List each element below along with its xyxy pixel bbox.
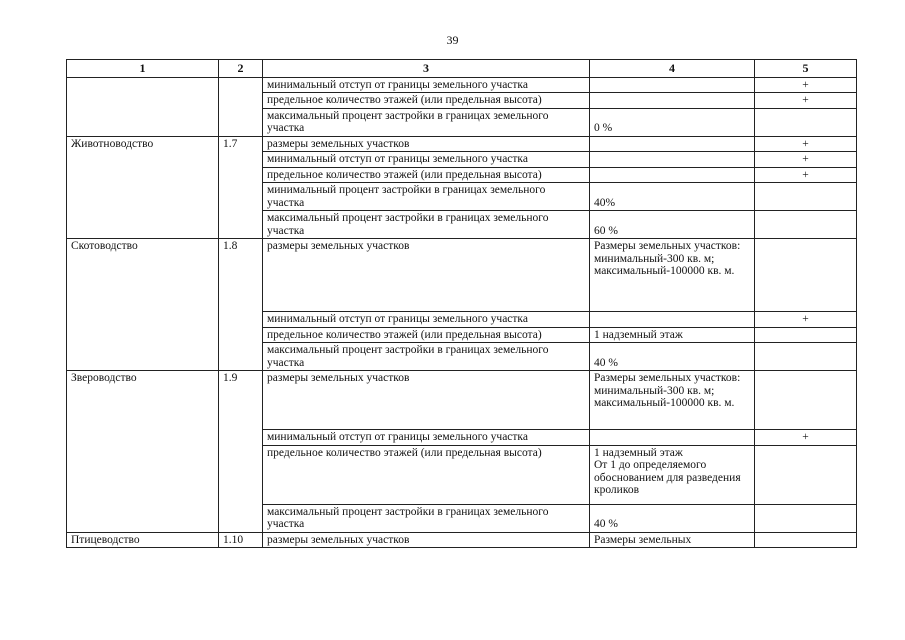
parameter-name: минимальный отступ от границы земельного участка (263, 152, 590, 168)
parameter-value (590, 167, 755, 183)
land-use-code: 1.7 (219, 136, 263, 239)
parameter-value (590, 136, 755, 152)
land-use-code: 1.10 (219, 532, 263, 548)
land-use-name: Звероводство (67, 371, 219, 533)
table-row (67, 532, 857, 548)
parameter-name: предельное количество этажей (или предельная высота) (263, 93, 590, 109)
note-mark (755, 239, 857, 312)
parameter-value (590, 430, 755, 446)
parameter-value: Размеры земельных (590, 532, 755, 548)
land-use-code (219, 77, 263, 136)
note-mark (755, 108, 857, 136)
parameter-value (590, 77, 755, 93)
parameter-value: 40% (590, 183, 755, 211)
note-mark: + (755, 312, 857, 328)
land-use-code: 1.8 (219, 239, 263, 371)
parameter-value (590, 312, 755, 328)
regulations-table (66, 59, 857, 548)
parameter-name: максимальный процент застройки в границах земельного участка (263, 211, 590, 239)
parameter-value: Размеры земельных участков: минимальный-300 кв. м; максимальный-100000 кв. м. (590, 371, 755, 430)
parameter-value: 40 % (590, 343, 755, 371)
column-header-4: 4 (590, 60, 755, 78)
note-mark: + (755, 136, 857, 152)
parameter-value: 0 % (590, 108, 755, 136)
note-mark (755, 211, 857, 239)
note-mark (755, 183, 857, 211)
table-row (67, 371, 857, 430)
table-body (67, 77, 857, 548)
note-mark: + (755, 167, 857, 183)
parameter-name: размеры земельных участков (263, 371, 590, 430)
parameter-name: предельное количество этажей (или предельная высота) (263, 445, 590, 504)
table-header-row (67, 60, 857, 78)
parameter-name: минимальный отступ от границы земельного участка (263, 430, 590, 446)
parameter-value: 1 надземный этаж От 1 до определяемого обоснованием для разведения кроликов (590, 445, 755, 504)
parameter-name: максимальный процент застройки в границах земельного участка (263, 343, 590, 371)
column-header-2: 2 (219, 60, 263, 78)
parameter-name: минимальный отступ от границы земельного участка (263, 312, 590, 328)
parameter-value: 60 % (590, 211, 755, 239)
note-mark (755, 343, 857, 371)
land-use-name (67, 77, 219, 136)
note-mark (755, 327, 857, 343)
parameter-name: минимальный отступ от границы земельного участка (263, 77, 590, 93)
parameter-name: предельное количество этажей (или предельная высота) (263, 327, 590, 343)
land-use-name: Птицеводство (67, 532, 219, 548)
land-use-name: Животноводство (67, 136, 219, 239)
parameter-value: 1 надземный этаж (590, 327, 755, 343)
column-header-5: 5 (755, 60, 857, 78)
parameter-name: минимальный процент застройки в границах земельного участка (263, 183, 590, 211)
column-header-1: 1 (67, 60, 219, 78)
parameter-name: предельное количество этажей (или предельная высота) (263, 167, 590, 183)
note-mark (755, 504, 857, 532)
land-use-name: Скотоводство (67, 239, 219, 371)
parameter-value (590, 93, 755, 109)
table-row (67, 239, 857, 312)
note-mark: + (755, 77, 857, 93)
parameter-value: Размеры земельных участков: минимальный-300 кв. м; максимальный-100000 кв. м. (590, 239, 755, 312)
note-mark (755, 532, 857, 548)
parameter-name: размеры земельных участков (263, 136, 590, 152)
parameter-value: 40 % (590, 504, 755, 532)
column-header-3: 3 (263, 60, 590, 78)
note-mark (755, 445, 857, 504)
parameter-name: размеры земельных участков (263, 239, 590, 312)
page-number: 39 (446, 33, 459, 47)
note-mark (755, 371, 857, 430)
parameter-value (590, 152, 755, 168)
table-row (67, 136, 857, 152)
note-mark: + (755, 93, 857, 109)
note-mark: + (755, 152, 857, 168)
note-mark: + (755, 430, 857, 446)
land-use-code: 1.9 (219, 371, 263, 533)
table-row (67, 77, 857, 93)
parameter-name: максимальный процент застройки в границах земельного участка (263, 504, 590, 532)
parameter-name: размеры земельных участков (263, 532, 590, 548)
parameter-name: максимальный процент застройки в границах земельного участка (263, 108, 590, 136)
